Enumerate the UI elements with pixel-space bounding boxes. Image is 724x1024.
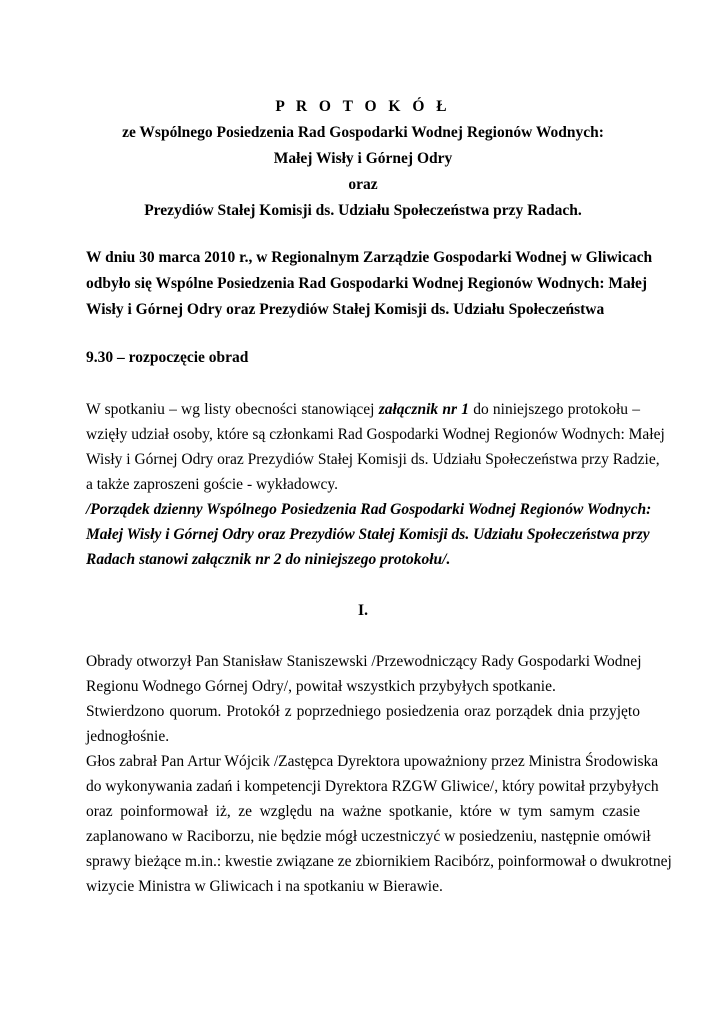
attendance-line-1-post: do niniejszego protokołu – [468, 401, 640, 418]
attendance-line-2: wzięły udział osoby, które są członkami Rad Gospodarki Wodnej Regionów Wodnych: Małej [86, 426, 665, 443]
section1-line-9: sprawy bieżące m.in.: kwestie związane ze zbiornikiem Racibórz, poinformował o dwukrotnej [86, 853, 672, 870]
agenda-line-3: Radach stanowi załącznik nr 2 do niniejszego protokołu/. [86, 551, 451, 568]
section1-line-10: wizycie Ministra w Gliwicach i na spotkaniu w Bierawie. [86, 878, 443, 895]
section1-line-1: Obrady otworzył Pan Stanisław Staniszewski /Przewodniczący Rady Gospodarki Wodnej [86, 653, 642, 670]
section1-line-4: jednogłośnie. [86, 728, 170, 745]
document-title: P R O T O K Ó Ł [275, 98, 451, 115]
intro-line-1: W dniu 30 marca 2010 r., w Regionalnym Zarządzie Gospodarki Wodnej w Gliwicach [86, 249, 653, 266]
title-line-1: ze Wspólnego Posiedzenia Rad Gospodarki Wodnej Regionów Wodnych: [122, 124, 604, 141]
attachment-1-ref: załącznik nr 1 [378, 401, 469, 418]
intro-line-3: Wisły i Górnej Odry oraz Prezydiów Stałej Komisji ds. Udziału Społeczeństwa [86, 301, 605, 318]
section1-line-8: zaplanowano w Raciborzu, nie będzie mógł uczestniczyć w posiedzeniu, następnie omówił [86, 828, 651, 845]
section1-line-6: do wykonywania zadań i kompetencji Dyrektora RZGW Gliwice/, który powitał przybyłych [86, 778, 659, 795]
attendance-line-3: Wisły i Górnej Odry oraz Prezydiów Stałej Komisji ds. Udziału Społeczeństwa przy Radzie, [86, 451, 660, 468]
attendance-line-4: a także zaproszeni goście - wykładowcy. [86, 476, 339, 493]
start-time: 9.30 – rozpoczęcie obrad [86, 349, 249, 366]
section1-line-3: Stwierdzono quorum. Protokół z poprzedniego posiedzenia oraz porządek dnia przyjęto [86, 703, 640, 720]
title-line-4: Prezydiów Stałej Komisji ds. Udziału Społeczeństwa przy Radach. [144, 202, 582, 219]
section-number: I. [358, 602, 368, 619]
agenda-line-1: /Porządek dzienny Wspólnego Posiedzenia Rad Gospodarki Wodnej Regionów Wodnych: [86, 501, 652, 518]
intro-line-2: odbyło się Wspólne Posiedzenia Rad Gospodarki Wodnej Regionów Wodnych: Małej [86, 275, 648, 292]
section1-line-5: Głos zabrał Pan Artur Wójcik /Zastępca Dyrektora upoważniony przez Ministra Środowiska [86, 753, 659, 770]
section1-line-7: oraz poinformował iż, ze względu na ważne spotkanie, które w tym samym czasie [86, 803, 640, 820]
attendance-line-1 [86, 401, 640, 419]
agenda-line-2: Małej Wisły i Górnej Odry oraz Prezydiów Stałej Komisji ds. Udziału Społeczeństwa przy [86, 526, 650, 543]
attendance-line-1-pre: W spotkaniu – wg listy obecności stanowiącej [86, 401, 379, 418]
section1-line-2: Regionu Wodnego Górnej Odry/, powitał wszystkich przybyłych spotkanie. [86, 678, 556, 695]
title-line-2: Małej Wisły i Górnej Odry [273, 150, 453, 167]
title-line-3: oraz [348, 176, 378, 193]
